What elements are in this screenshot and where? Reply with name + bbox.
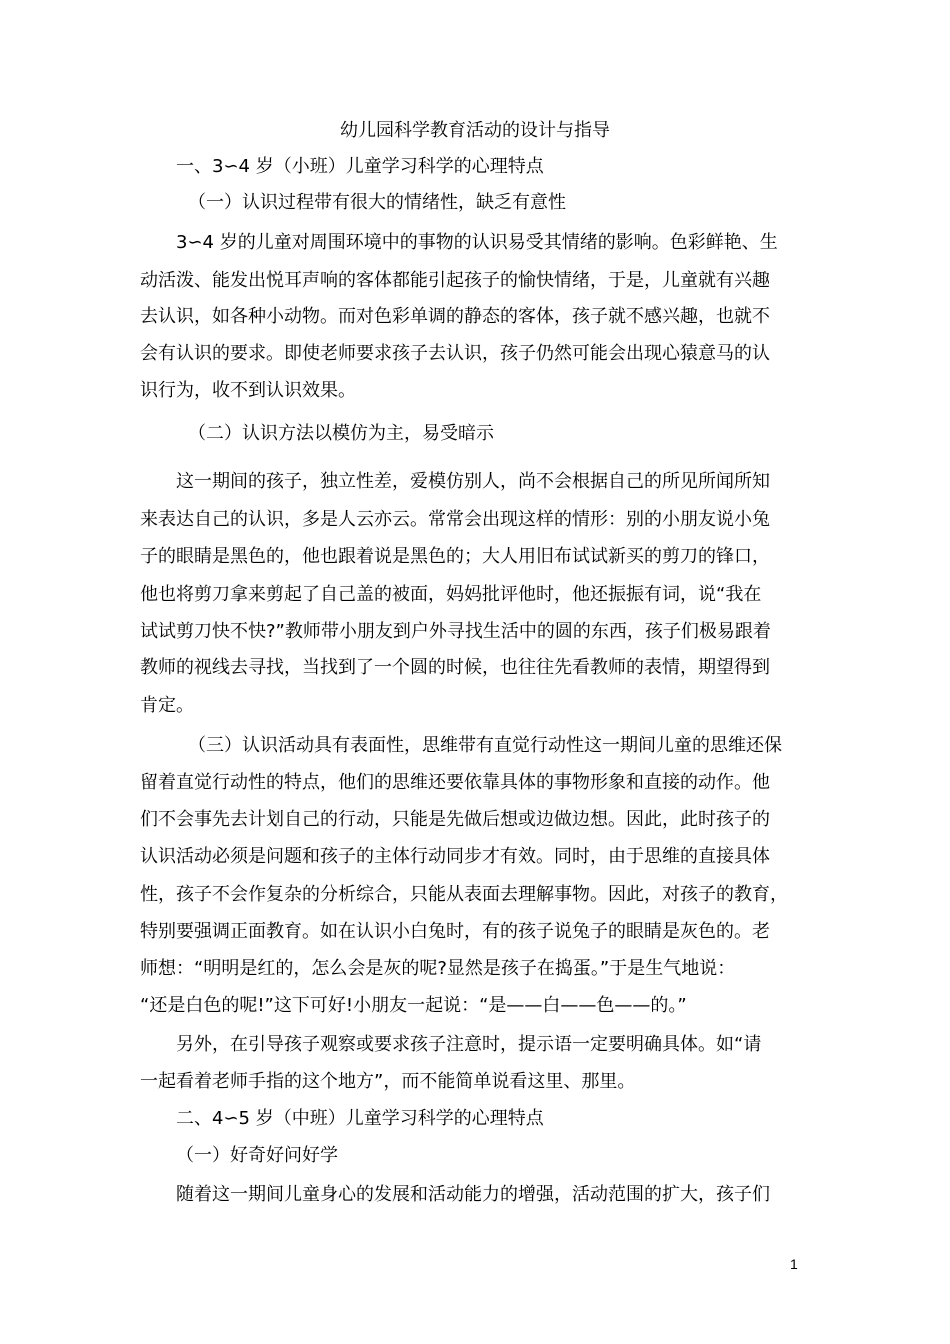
subsection-heading-1-3: （三）认识活动具有表面性，思维带有直觉行动性这一期间儿童的思维还保	[188, 735, 782, 756]
paragraph-line: 性，孩子不会作复杂的分析综合，只能从表面去理解事物。因此，对孩子的教育，	[140, 884, 788, 905]
paragraph-line: 会有认识的要求。即使老师要求孩子去认识，孩子仍然可能会出现心猿意马的认	[140, 343, 770, 364]
section-heading-1: 一、3∽4 岁（小班）儿童学习科学的心理特点	[176, 156, 544, 177]
paragraph-line: 动活泼、能发出悦耳声响的客体都能引起孩子的愉快情绪，于是，儿童就有兴趣	[140, 270, 770, 291]
paragraph-line: 留着直觉行动性的特点，他们的思维还要依靠具体的事物形象和直接的动作。他	[140, 772, 770, 793]
paragraph-line: 认识活动必须是问题和孩子的主体行动同步才有效。同时，由于思维的直接具体	[140, 846, 770, 867]
paragraph-line: 试试剪刀快不快?”教师带小朋友到户外寻找生活中的圆的东西，孩子们极易跟着	[140, 621, 771, 642]
paragraph-line: 来表达自己的认识，多是人云亦云。常常会出现这样的情形：别的小朋友说小兔	[140, 509, 770, 530]
paragraph-line: 3∽4 岁的儿童对周围环境中的事物的认识易受其情绪的影响。色彩鲜艳、生	[176, 232, 778, 253]
section-heading-2: 二、4∽5 岁（中班）儿童学习科学的心理特点	[176, 1108, 544, 1129]
document-title: 幼儿园科学教育活动的设计与指导	[340, 120, 610, 141]
paragraph-line: 师想：“明明是红的，怎么会是灰的呢?显然是孩子在捣蛋。”于是生气地说：	[140, 958, 736, 979]
paragraph-line: 子的眼睛是黑色的，他也跟着说是黑色的；大人用旧布试试新买的剪刀的锋口，	[140, 546, 770, 567]
paragraph-line: 去认识，如各种小动物。而对色彩单调的静态的客体，孩子就不感兴趣，也就不	[140, 306, 770, 327]
paragraph-line: 他也将剪刀拿来剪起了自己盖的被面，妈妈批评他时，他还振振有词，说“我在	[140, 584, 762, 605]
page-number: 1	[790, 1256, 798, 1272]
paragraph-line: 随着这一期间儿童身心的发展和活动能力的增强，活动范围的扩大，孩子们	[176, 1184, 770, 1205]
subsection-heading-1-2: （二）认识方法以模仿为主，易受暗示	[188, 423, 494, 444]
subsection-heading-2-1: （一）好奇好问好学	[176, 1145, 338, 1166]
paragraph-line: 特别要强调正面教育。如在认识小白兔时，有的孩子说兔子的眼睛是灰色的。老	[140, 921, 770, 942]
paragraph-line: 一起看着老师手指的这个地方”，而不能简单说看这里、那里。	[140, 1071, 636, 1092]
paragraph-line: 识行为，收不到认识效果。	[140, 380, 356, 401]
paragraph-line: “还是白色的呢!”这下可好!小朋友一起说：“是——白——色——的。”	[140, 995, 687, 1016]
subsection-heading-1-1: （一）认识过程带有很大的情绪性，缺乏有意性	[188, 192, 566, 213]
paragraph-line: 另外，在引导孩子观察或要求孩子注意时，提示语一定要明确具体。如“请	[176, 1034, 762, 1055]
paragraph-line: 这一期间的孩子，独立性差，爱模仿别人，尚不会根据自己的所见所闻所知	[176, 471, 770, 492]
paragraph-line: 教师的视线去寻找，当找到了一个圆的时候，也往往先看教师的表情，期望得到	[140, 657, 770, 678]
paragraph-line: 们不会事先去计划自己的行动，只能是先做后想或边做边想。因此，此时孩子的	[140, 809, 770, 830]
paragraph-line: 肯定。	[140, 695, 194, 716]
